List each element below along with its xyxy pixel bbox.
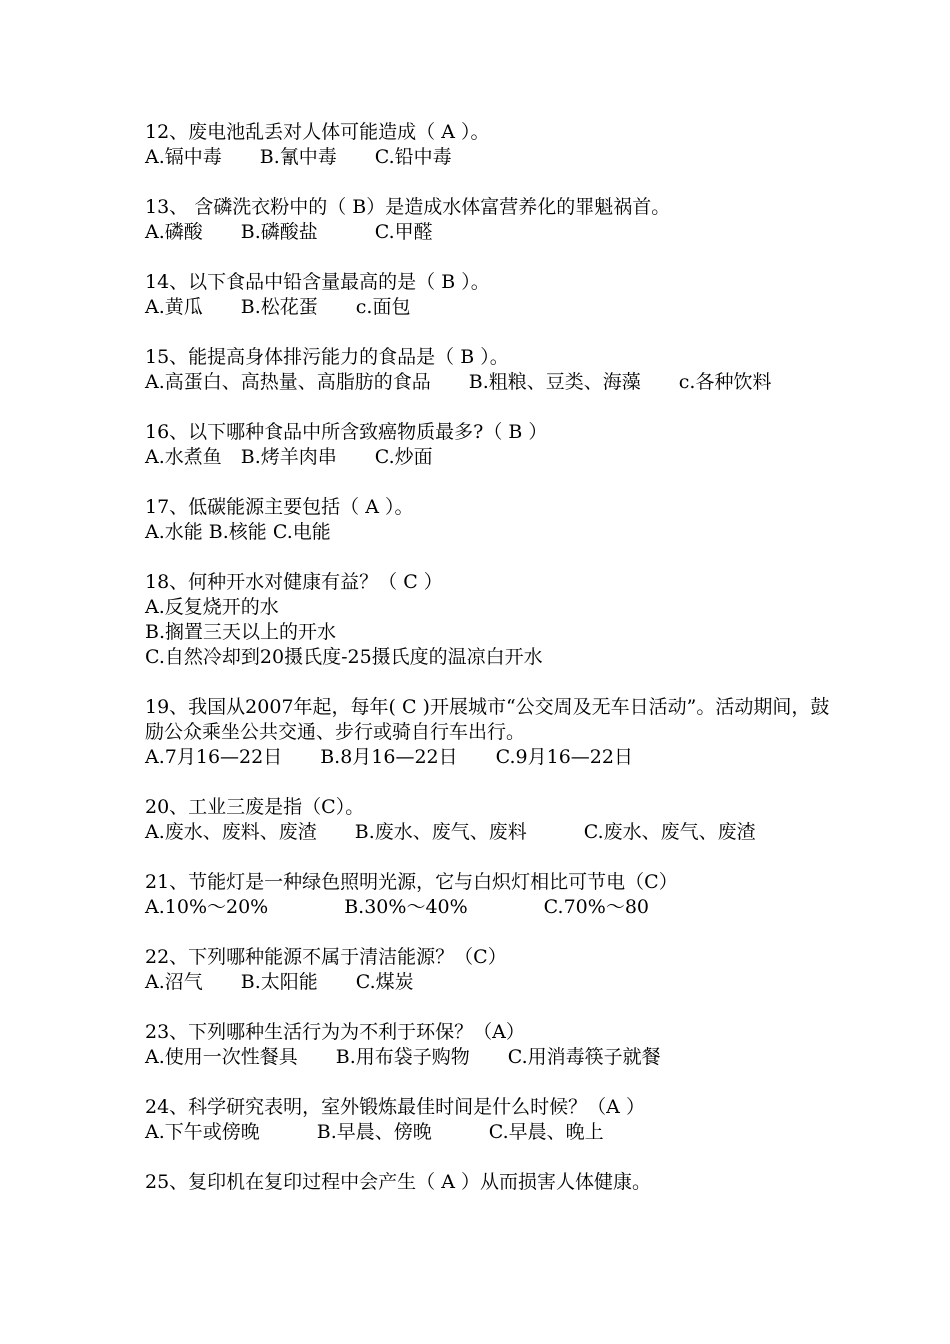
- question-stem: 21、节能灯是一种绿色照明光源，它与白炽灯相比可节电（C）: [145, 871, 678, 893]
- question-stem: 23、下列哪种生活行为为不利于环保？（A）: [145, 1021, 525, 1043]
- question-block: [145, 695, 845, 770]
- question-stem: 22、下列哪种能源不属于清洁能源？（C）: [145, 946, 507, 968]
- question-block: [145, 1020, 845, 1070]
- question-stem: 12、废电池乱丢对人体可能造成（ A ）。: [145, 121, 490, 143]
- question-block: [145, 420, 845, 470]
- question-stem: 18、何种开水对健康有益？（ C ）: [145, 571, 443, 593]
- answer-options: A.使用一次性餐具 B.用布袋子购物 C.用消毒筷子就餐: [145, 1046, 661, 1068]
- question-stem: 14、以下食品中铅含量最高的是（ B ）。: [145, 271, 490, 293]
- question-stem: 24、科学研究表明，室外锻炼最佳时间是什么时候？（A ）: [145, 1096, 645, 1118]
- answer-options: A.磷酸 B.磷酸盐 C.甲醛: [145, 221, 433, 243]
- question-block: [145, 495, 845, 545]
- answer-options: A.水煮鱼 B.烤羊肉串 C.炒面: [145, 446, 433, 468]
- question-stem: 15、能提高身体排污能力的食品是（ B ）。: [145, 346, 509, 368]
- answer-options: B.搁置三天以上的开水: [145, 621, 337, 643]
- question-block: [145, 270, 845, 320]
- question-block: [145, 1095, 845, 1145]
- question-block: [145, 795, 845, 845]
- answer-options: A.沼气 B.太阳能 C.煤炭: [145, 971, 414, 993]
- question-stem: 19、我国从2007年起，每年( C )开展城市“公交周及无车日活动”。活动期间，鼓励公众乘坐公共交通、步行或骑自行车出行。: [145, 696, 830, 743]
- question-block: [145, 945, 845, 995]
- answer-options: A.10%～20% B.30%～40% C.70%～80: [145, 896, 649, 918]
- answer-options: A.高蛋白、高热量、高脂肪的食品 B.粗粮、豆类、海藻 c.各种饮料: [145, 371, 772, 393]
- answer-options: A.反复烧开的水: [145, 596, 279, 618]
- question-block: [145, 570, 845, 670]
- question-block: [145, 120, 845, 170]
- question-block: [145, 195, 845, 245]
- answer-options: A.7月16—22日 B.8月16—22日 C.9月16—22日: [145, 746, 633, 768]
- question-block: [145, 345, 845, 395]
- question-stem: 17、低碳能源主要包括（ A ）。: [145, 496, 414, 518]
- answer-options: A.下午或傍晚 B.早晨、傍晚 C.早晨、晚上: [145, 1121, 604, 1143]
- question-stem: 13、 含磷洗衣粉中的（ B）是造成水体富营养化的罪魁祸首。: [145, 196, 671, 218]
- answer-options: A.废水、废料、废渣 B.废水、废气、废料 C.废水、废气、废渣: [145, 821, 756, 843]
- answer-options: A.黄瓜 B.松花蛋 c.面包: [145, 296, 411, 318]
- question-block: [145, 870, 845, 920]
- question-stem: 16、以下哪种食品中所含致癌物质最多?（ B ）: [145, 421, 548, 443]
- answer-options: A.镉中毒 B.氰中毒 C.铅中毒: [145, 146, 452, 168]
- document-page: [145, 120, 845, 1220]
- question-block: [145, 1170, 845, 1195]
- answer-options: C.自然冷却到20摄氏度-25摄氏度的温凉白开水: [145, 646, 543, 668]
- question-stem: 25、复印机在复印过程中会产生（ A ）从而损害人体健康。: [145, 1171, 651, 1193]
- question-stem: 20、工业三废是指（C）。: [145, 796, 365, 818]
- answer-options: A.水能 B.核能 C.电能: [145, 521, 331, 543]
